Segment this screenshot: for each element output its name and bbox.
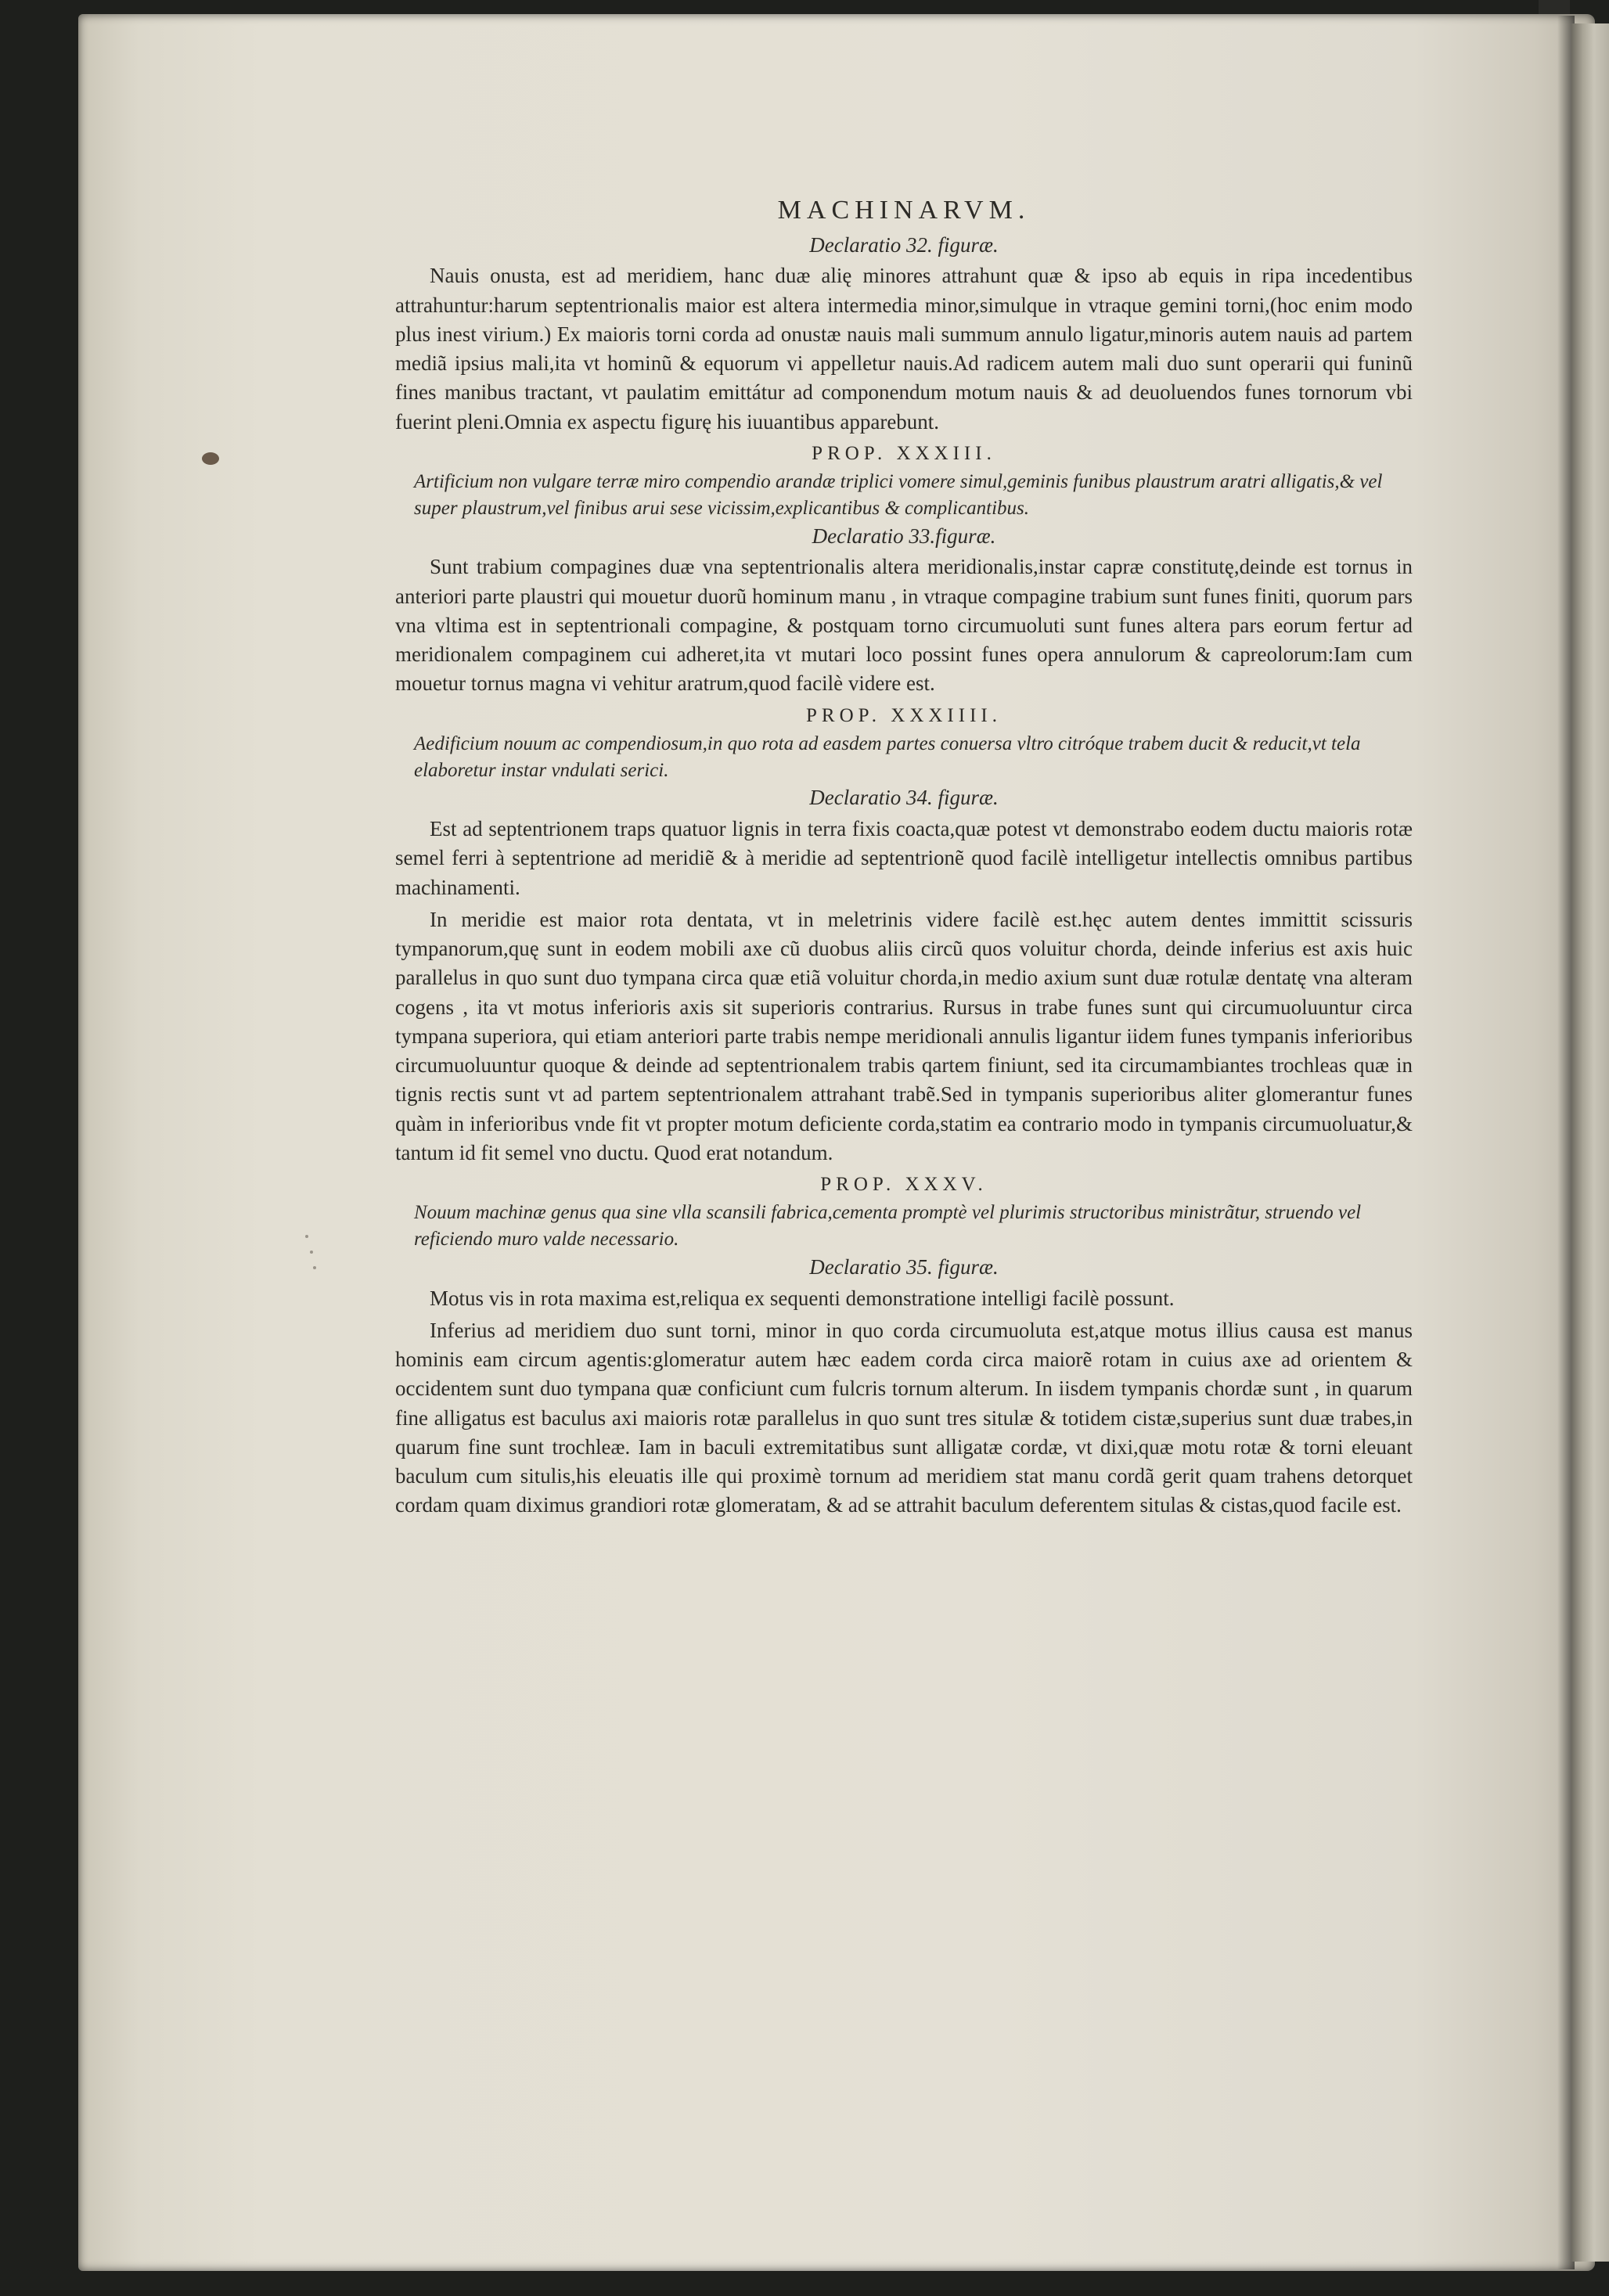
proposition-enunciation: Nouum machinæ genus qua sine vlla scansili fabrica,cementa promptè vel plurimis structoribus ministrãtur, struendo vel reficiendo muro valde necessario. [414, 1202, 1362, 1250]
ink-stain [202, 452, 219, 465]
running-head: MACHINARVM. [777, 196, 1031, 225]
paragraph: Sunt trabium compagines duæ vna septentrionalis altera meridionalis,instar capræ constitutę,deinde est tornus in anteriori parte plaustri qui mouetur duorũ hominum manu , in vtraque compagine trabium sunt funes finiti, quorum pars vna vltima est in septentrionali compagine, & postquam torno circumuoluti sunt funes altera pars eorum fertur ad meridionalem compaginem cui adheret,ita vt mutari loco possint funes opera annulorum & capreolorum:Iam cum mouetur tornus magna vi vehitur aratrum,quod facilè videre est. [395, 555, 1413, 696]
prop-heading: PROP. XXXIIII. [806, 704, 1002, 726]
paragraph: In meridie est maior rota dentata, vt in meletrinis videre facilè est.hęc autem dentes immittit scissuris tympanorum,quę sunt in eodem mobili axe cũ duobus aliis circũ quos voluitur chorda, deinde inferius est axis huic parallelus in quo sunt duo tympana circa quæ etiã voluitur chorda,in medio axium sunt duæ rotulæ dentatę vna alteram cogens , ita vt motus inferioris axis sit superioris contrarius. Rursus in trabe funes sunt qui circumuoluuntur circa tympana superiora, qui etiam anteriori parte trabis nempe meridionali annulis ligantur iidem funes tympanis inferioribus circumuoluuntur quoque & deinde ad septentrionalem trabis qartem finiunt, sed ita circumambiantes trochleas quæ in tignis rectis sunt vt ad partem septentrionalem attrahant trabẽ.Sed in tympanis superioribus aliter glomerantur funes quàm in inferioribus vnde fit vt propter motum deficiente corda,statim ea contrario modo in tympanis circumuoluatur,& tantum id fit semel vno ductu. Quod erat notandum. [395, 907, 1413, 1164]
prop-heading: PROP. XXXIII. [812, 442, 996, 464]
paper-speck [313, 1266, 316, 1269]
declaratio-heading: Declaratio 34. figuræ. [809, 786, 999, 810]
prop-heading: PROP. XXXV. [820, 1174, 988, 1195]
paragraph: Motus vis in rota maxima est,reliqua ex sequenti demonstratione intelligi facilè possunt. [430, 1286, 1175, 1310]
paragraph: Est ad septentrionem traps quatuor lignis in terra fixis coacta,quæ potest vt demonstrabo eodem ductu maioris rotæ semel ferri à septentrione ad meridiẽ & à meridie ad septentrionẽ quod facilè intelligetur intellectis omnibus partibus machinamenti. [395, 817, 1413, 899]
declaratio-heading: Declaratio 35. figuræ. [809, 1254, 999, 1279]
declaratio-heading: Declaratio 33.figuræ. [812, 524, 996, 548]
section-32 [395, 232, 1413, 437]
section-34 [395, 704, 1413, 1168]
declaratio-heading: Declaratio 32. figuræ. [809, 232, 999, 257]
proposition-enunciation: Aedificium nouum ac compendiosum,in quo rota ad easdem partes conuersa vltro citróque trabem ducit & reducit,vt tela elaboretur instar vndulati serici. [414, 732, 1361, 781]
section-33 [395, 441, 1413, 699]
page-text [395, 194, 1413, 1524]
paper-speck [305, 1235, 308, 1238]
paper-speck [310, 1251, 313, 1254]
paragraph: Inferius ad meridiem duo sunt torni, minor in quo corda circumuoluta est,atque motus illius causa est manus hominis eam circum agentis:glomeratur autem hæc eadem corda circa maiorẽ rotam in cuius axe ad orientem & occidentem sunt duo tympana quæ conficiunt cum fulcris tornum alterum. In iisdem tympanis chordæ sunt , in quarum fine alligatus est baculus axi maioris rotæ parallelus in quo sunt tres situlæ & totidem cistæ,superius sunt duæ trabes,in quarum fine sunt trochleæ. Iam in baculi extremitatibus sunt alligatæ cordæ, vt dixi,quæ motu rotæ & torni eleuant baculum cum situlis,his eleuatis ille qui proximè tornum ad meridiem stat manu cordã gerit quam trahens detorquet cordam quam diximus grandiori rotæ glomeratam, & ad se attrahit baculum deferentem situlas & cistas,quod facile est. [395, 1318, 1413, 1517]
next-leaf-edge [1571, 23, 1609, 2262]
section-35 [395, 1172, 1413, 1520]
paragraph: Nauis onusta, est ad meridiem, hanc duæ alię minores attrahunt quæ & ipso ab equis in ripa incedentibus attrahuntur:harum septentrionalis maior est altera intermedia minor,simulque in vtraque gemini torni,(hoc enim modo plus inest virium.) Ex maioris torni corda ad onustæ nauis mali summum annulo ligatur,minoris autem nauis ad partem mediã ipsius mali,ita vt hominũ & equorum vi appelletur nauis.Ad radicem autem mali duo sunt operarii qui funinũ fines manibus tractant, vt paulatim emittátur ad componendum motum nauis & ad deuoluendos funes tornorum vbi fuerint pleni.Omnia ex aspectu figurę his iuuantibus apparebunt. [395, 264, 1413, 434]
proposition-enunciation: Artificium non vulgare terræ miro compendio arandæ triplici vomere simul,geminis funibus plaustrum aratri alligatis,& vel super plaustrum,vel finibus arui sese vicissim,explicantibus & complicantibus. [414, 471, 1383, 519]
